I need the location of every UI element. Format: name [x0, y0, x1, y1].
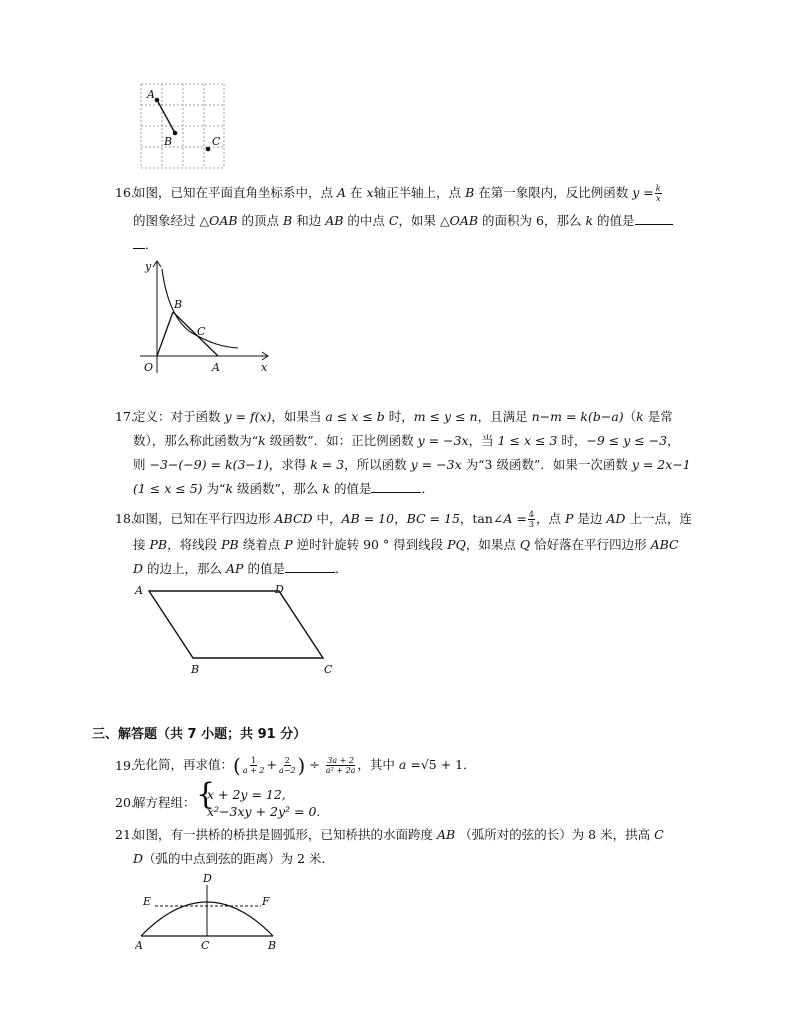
label-d: D — [203, 872, 212, 885]
q18-line-2: 接 PB，将线段 PB 绕着点 P 逆时针旋转 90 ° 得到线段 PQ，如果点 Q 恰好落在平行四边形 ABC — [133, 537, 679, 552]
label-a: A — [147, 88, 155, 101]
section-3-title: 三、解答题（共 7 小题；共 91 分） — [92, 727, 307, 742]
segment-ba — [173, 312, 218, 356]
q16-line-2: 的图象经过 △OAB 的顶点 B 和边 AB 的中点 C，如果 △OAB 的面积为 6，那么 k 的值是 — [133, 212, 673, 230]
q19-number: 19. — [115, 758, 135, 773]
q21-figure — [135, 870, 285, 952]
q21-number: 21. — [115, 827, 135, 842]
label-d: D — [275, 583, 284, 596]
q17-line-4: (1 ≤ x ≤ 5) 为“k 级函数”，那么 k 的值是 ． — [133, 481, 434, 496]
grid-figure — [138, 82, 228, 170]
q16-answer-blank-cont[interactable] — [133, 236, 145, 249]
q17-line-2: 数），那么称此函数为“k 级函数”．如：正比例函数 y = −3x，当 1 ≤ x ≤ 3 时，−9 ≤ y ≤ −3， — [133, 433, 680, 448]
label-c: C — [197, 325, 206, 338]
q17-line-1: 定义：对于函数 y = f(x)，如果当 a ≤ x ≤ b 时，m ≤ y ≤ n，且满足 n−m = k(b−a)（k 是常 — [133, 409, 673, 424]
label-b: B — [174, 298, 183, 311]
q17-line-3: 则 −3−(−9) = k(3−1)，求得 k = 3，所以函数 y = −3x 为“3 级函数”．如果一次函数 y = 2x−1 — [133, 457, 691, 472]
label-x: x — [261, 361, 268, 374]
label-b: B — [268, 939, 277, 952]
q21-line-1: 如图，有一拱桥的桥拱是圆弧形，已知桥拱的水面跨度 AB （弧所对的弦的长）为 8 米，拱高 C — [133, 827, 664, 842]
q18-line-3: D 的边上，那么 AP 的值是 ． — [133, 561, 348, 576]
label-c: C — [324, 663, 333, 676]
point-c — [206, 147, 211, 152]
q20-number: 20. — [115, 795, 135, 810]
brace: { — [196, 777, 216, 812]
label-c: C — [212, 135, 221, 148]
parallelogram-abcd — [149, 591, 323, 658]
segment-ob — [157, 312, 173, 356]
q18-number: 18. — [115, 511, 135, 526]
label-e: E — [143, 895, 152, 908]
q18-answer-blank[interactable] — [285, 560, 335, 573]
label-c: C — [201, 939, 210, 952]
label-a: A — [135, 584, 143, 597]
q16-answer-blank[interactable] — [635, 212, 673, 225]
q20-label: 解方程组： — [133, 795, 196, 810]
q16-line-1: 如图，已知在平面直角坐标系中，点 A 在 x轴正半轴上，点 B 在第一象限内，反比例函数 y = $\frac{k}{x}$ — [133, 184, 661, 203]
label-f: F — [262, 895, 270, 908]
label-b: B — [164, 135, 173, 148]
q16-number: 16. — [115, 185, 135, 200]
q20-eq1: x + 2y = 12, — [207, 787, 286, 802]
q20-eq2: x²−3xy + 2y² = 0. — [207, 804, 321, 819]
q18-line-1: 如图，已知在平行四边形 ABCD 中，AB = 10，BC = 15，tan∠A = $\frac{4}{3}$ ，点 P 是边 AD 上一点，连 — [133, 510, 692, 529]
label-a: A — [212, 361, 220, 374]
q19-line-1: 先化简，再求值：( $\frac{1}{a + 2}$ + $\frac{2}{a-2}$ ) ÷ $\frac{3a + 2}{\text{a² + 2a}}$ ，其中 a =√5 + 1． — [133, 753, 476, 778]
q17-answer-blank[interactable] — [371, 480, 421, 493]
point-a — [155, 98, 160, 103]
q16-line-3: ． — [133, 236, 158, 254]
label-y: y — [145, 260, 152, 273]
label-o: O — [144, 361, 154, 374]
q20-equation-system — [196, 777, 336, 824]
label-a: A — [135, 939, 143, 952]
label-b: B — [191, 663, 200, 676]
q21-line-2: D（弧的中点到弦的距离）为 2 米． — [133, 851, 334, 866]
point-b — [173, 131, 178, 136]
q17-number: 17. — [115, 409, 135, 424]
q18-figure — [132, 578, 347, 686]
q16-figure — [140, 255, 275, 375]
